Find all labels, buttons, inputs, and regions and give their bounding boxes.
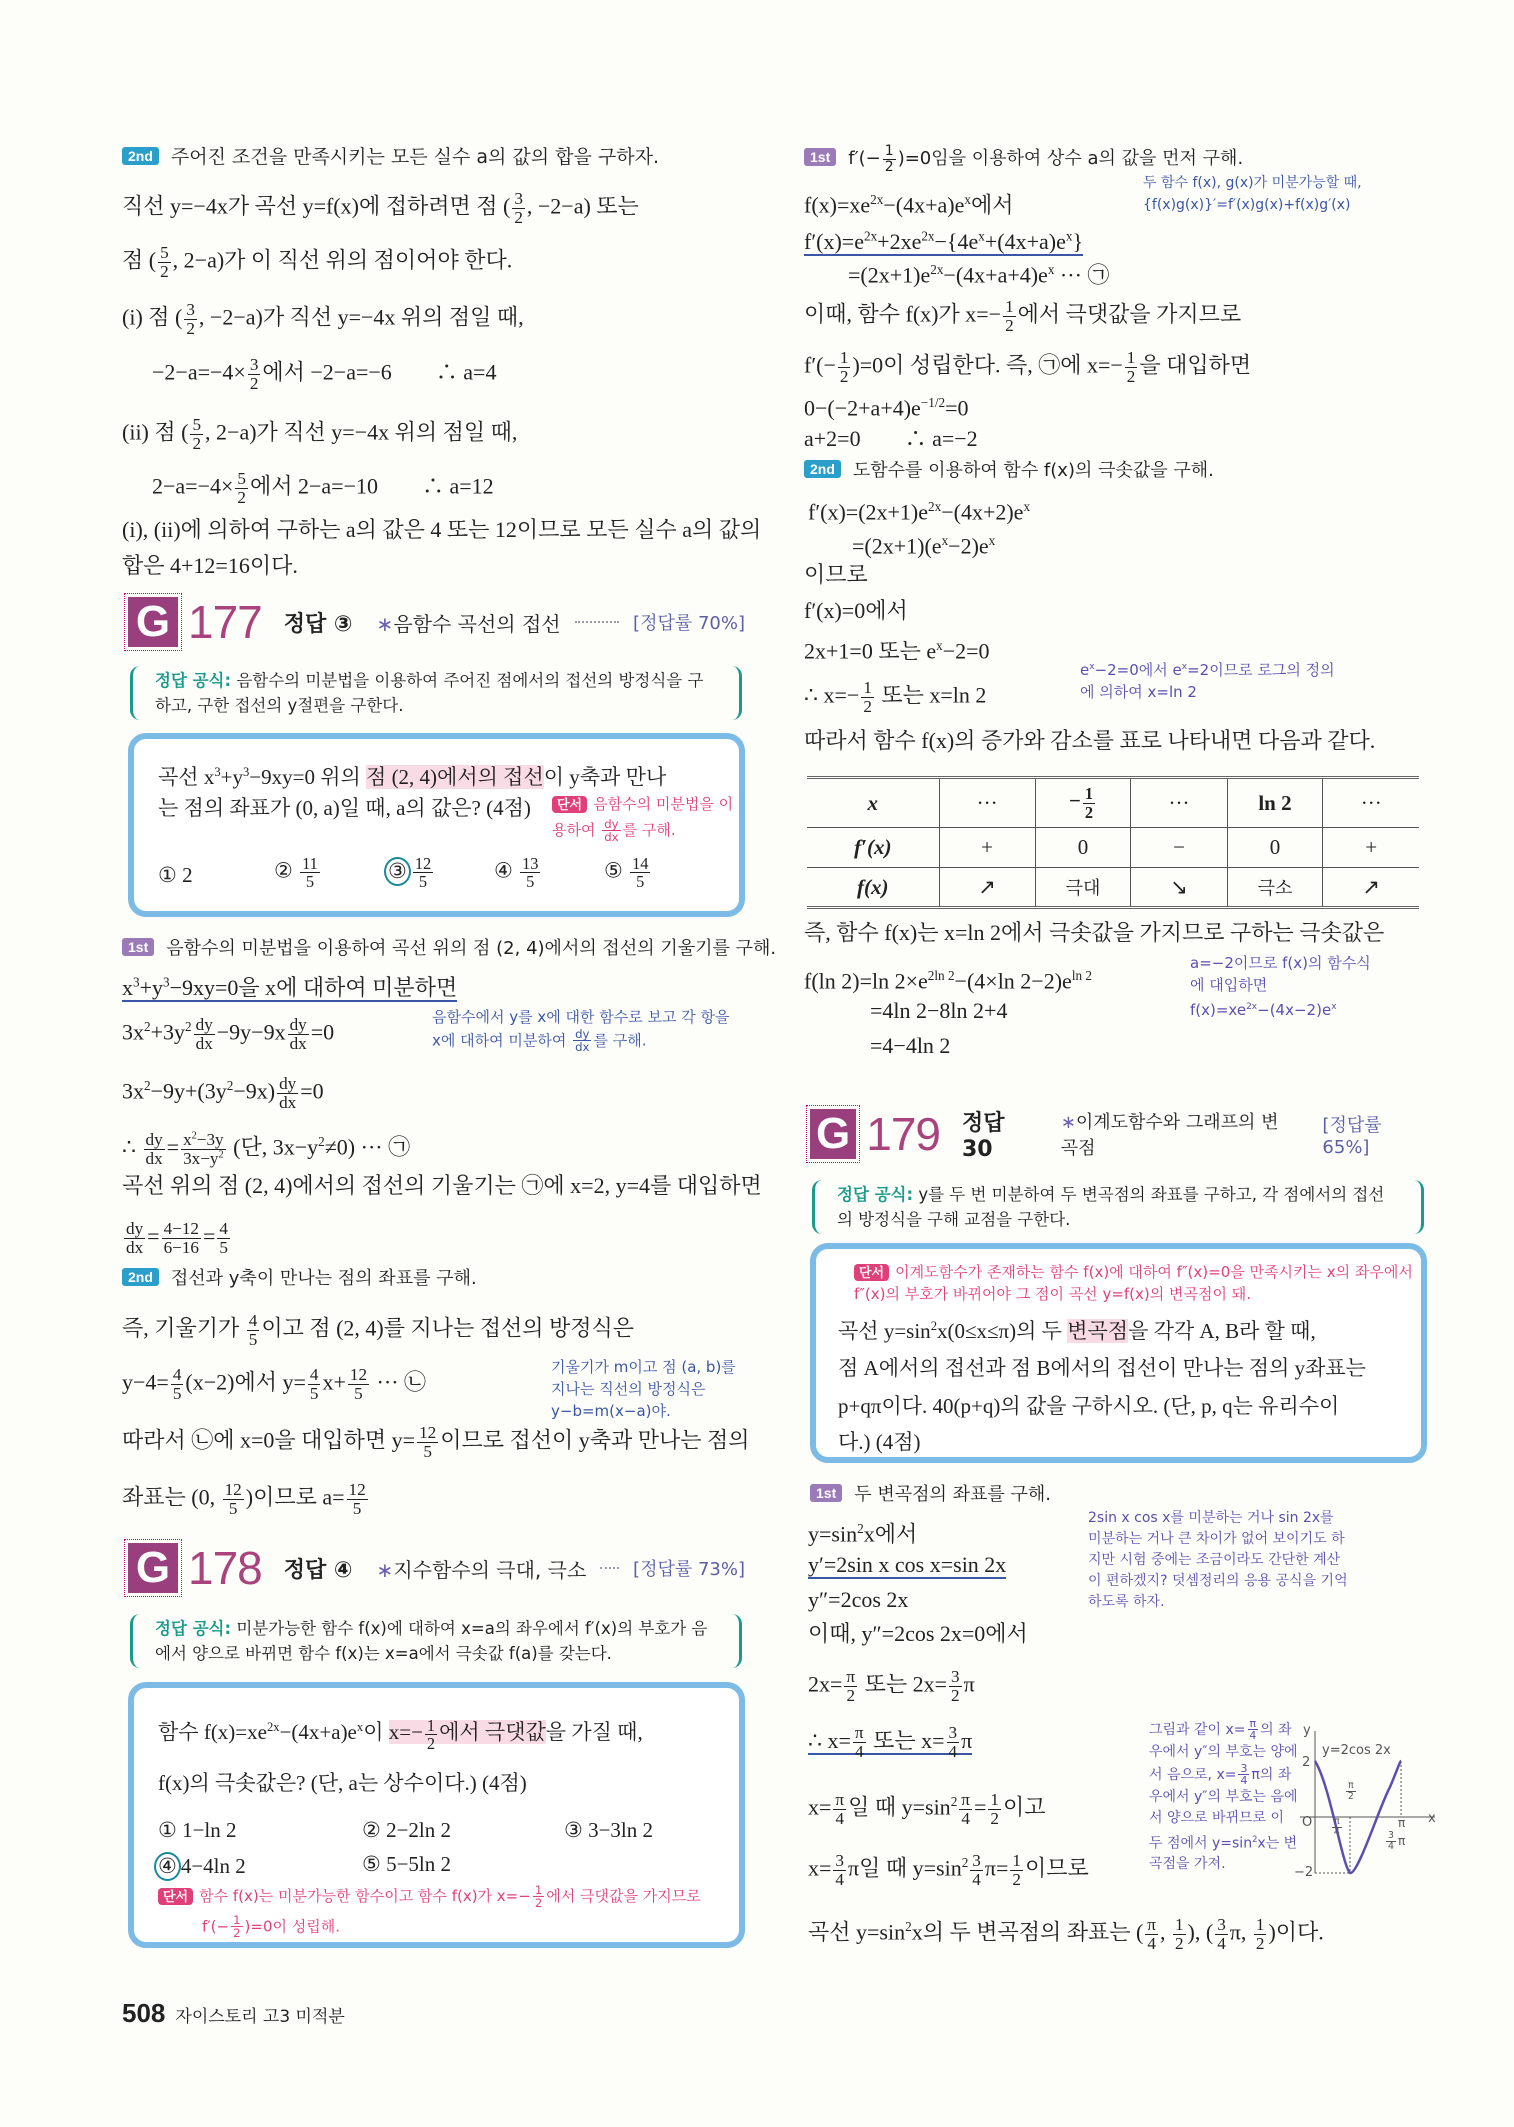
step-title: 두 변곡점의 좌표를 구해. — [854, 1484, 1052, 1505]
answer-formula — [812, 1180, 1424, 1234]
problem-line — [838, 1313, 1316, 1344]
hint-text: 음함수의 미분법을 이용하여 $\frac{dy}{dx}$ 를 구해. — [552, 795, 734, 844]
graph-label: O — [1302, 1815, 1313, 1830]
graph-label: y — [1303, 1723, 1311, 1738]
hint-line: f′(− $\frac{1}{2}$ )=0이 성립해. — [202, 1913, 341, 1941]
solution-line: 2x= $\frac{\pi}{2}$ 또는 2x= $\frac{3}{2}$ π — [808, 1667, 975, 1705]
solution-line: 직선 y=−4x가 곡선 y=f(x)에 접하려면 점 ( $\frac{3}{2}$ , −2−a) 또는 — [122, 189, 639, 227]
choice-5[interactable]: ⑤ 5−5ln 2 — [362, 1852, 452, 1876]
solution-line: y−4= $\frac{4}{5}$ (x−2)에서 y= $\frac{4}{5}$ x+ $\frac{12}{5}$ ··· ㉡ — [122, 1365, 427, 1403]
hint-badge: 단서 — [854, 1264, 889, 1281]
solution-line: $3x^2-9y+(3y^2-9x)$ $\frac{dy}{dx}$ =0 — [122, 1073, 324, 1112]
graph-label: −2 — [1294, 1865, 1314, 1880]
solution-line: f(ln 2)=ln $2\times e^{2ln 2}-(4\times\ln$ $2-2)e^{ln 2}$ — [804, 968, 1092, 994]
step-title: f′(− $\frac{1}{2}$ )=0임을 이용하여 상수 a의 값을 먼저 구해. — [848, 143, 1244, 175]
choice-3[interactable] — [384, 855, 435, 890]
solution-line: $3x^2+3y^2$ $\frac{dy}{dx}$ −9y−9x $\frac{dy}{dx}$ =0 — [122, 1014, 335, 1053]
choice-value: 4−4ln 2 — [180, 1854, 246, 1878]
formula-text: 미분가능한 함수 f(x)에 대하여 x=a의 좌우에서 f′(x)의 부호가 음에서 양으로 바뀌면 함수 f(x)는 x=a에서 극솟값 f(a)를 갖는다. — [155, 1619, 708, 1663]
problem-box — [810, 1243, 1427, 1463]
formula-label: 정답 공식: — [155, 1619, 232, 1638]
solution-line: =4−4ln 2 — [804, 1033, 951, 1058]
table-cell: 극소 — [1227, 868, 1323, 908]
choice-2[interactable]: ② 2−2ln 2 — [362, 1818, 452, 1842]
solution-line: f′(x)=0에서 — [804, 598, 908, 623]
formula-label: 정답 공식: — [155, 671, 232, 690]
table-cell: ↗ — [1323, 868, 1419, 908]
hint — [552, 791, 737, 843]
solution-line: y′=2sin x cos x=sin 2x — [808, 1552, 1007, 1577]
step-heading — [122, 936, 776, 962]
problem-line: 점 A에서의 접선과 점 B에서의 접선이 만나는 점의 y좌표는 — [838, 1356, 1366, 1380]
graph-label: $\frac{3}{4}$ π — [1388, 1830, 1406, 1852]
answer: 정답 ④ — [283, 1557, 353, 1583]
solution-line: $=(2x+1)e^{2x}-(4x+a+4)e^x$ ··· ㉠ — [804, 262, 1110, 288]
table-cell: 0 — [1035, 828, 1131, 868]
g-logo: G — [128, 1543, 178, 1593]
problem-line — [158, 759, 666, 790]
step-badge: 1st — [810, 1484, 842, 1502]
choice-1[interactable]: ① 1−ln 2 — [158, 1818, 237, 1842]
step-heading — [804, 458, 1214, 484]
table-row — [807, 868, 1419, 908]
choice-4[interactable] — [154, 1852, 246, 1881]
solution-line: 곡선 위의 점 (2, 4)에서의 접선의 기울기는 ㉠에 x=2, y=4를 대입하면 — [122, 1173, 762, 1198]
solution-line: 즉, 함수 f(x)는 x=ln 2에서 극솟값을 가지므로 구하는 극솟값은 — [804, 920, 1385, 945]
table-cell: f′(x) — [807, 828, 939, 868]
graph-label: π — [1398, 1816, 1406, 1830]
solution-line: x= $\frac{\pi}{4}$ 일 때 $y=\sin^2$ $\frac{\pi}{4}$ = $\frac{1}{2}$ 이고 — [808, 1789, 1046, 1828]
solution-line: ∴ x=− $\frac{1}{2}$ 또는 x=ln 2 — [804, 678, 987, 716]
table-cell: + — [939, 828, 1035, 868]
correct-rate: [정답률 70%] — [633, 613, 745, 634]
choice-value: $\frac{12}{5}$ — [414, 854, 432, 892]
table-cell: ··· — [1131, 778, 1227, 828]
choice-2[interactable]: ② $\frac{11}{5}$ — [274, 854, 318, 892]
correct-rate: [정답률 73%] — [633, 1559, 745, 1580]
problem-text: 을 가질 때, — [545, 1720, 643, 1744]
annotation-note: 그림과 같이 x= $\frac{\pi}{4}$ 의 좌우에서 y″의 부호는 양에서 음으로, x= $\frac{3}{4}$ π의 좌우에서 y″의 부호는 음에서 양으로 바뀌므로 이 두 점에서 $y=\sin^2x$는 변곡점을 가져. — [1149, 1717, 1298, 1873]
solution-line: −2−a=−4× $\frac{3}{2}$ 에서 −2−a=−6 ∴ a=4 — [152, 355, 497, 393]
step-title: 접선과 y축이 만나는 점의 좌표를 구해. — [170, 1268, 477, 1289]
annotation-note: $e^x-2=0$에서 $e^x=2$이므로 로그의 정의에 의하여 x=ln 2 — [1080, 661, 1335, 701]
problem-box — [128, 733, 745, 917]
selected-mark: ③ — [384, 857, 411, 886]
table-cell: − $\frac{1}{2}$ — [1035, 778, 1131, 828]
problem-header-178 — [128, 1542, 745, 1594]
leader-dots — [600, 1567, 619, 1569]
page-number: 508 — [122, 1998, 166, 2028]
highlight: 점 (2, 4)에서의 접선 — [366, 765, 544, 789]
solution-line: f′(− $\frac{1}{2}$ )=0이 성립한다. 즉, ㉠에 x=− $\frac{1}{2}$ 을 대입하면 — [804, 348, 1252, 386]
solution-line: $=(2x+1)(e^x-2)e^x$ — [808, 533, 996, 559]
hint-text: 함수 f(x)는 미분가능한 함수이고 함수 f(x)가 x=− $\frac{1}{2}$ 에서 극댓값을 가지므로 — [199, 1883, 701, 1911]
table-cell: x — [867, 790, 879, 815]
annotation-note: 음함수에서 y를 x에 대한 함수로 보고 각 항을 x에 대하여 미분하여 $\frac{dy}{dx}$ 를 구해. — [432, 1008, 730, 1055]
table-cell: ··· — [1323, 778, 1419, 828]
step-heading — [810, 1482, 1051, 1508]
book-title: 자이스토리 고3 미적분 — [175, 2007, 345, 2027]
step-title: 주어진 조건을 만족시키는 모든 실수 a의 값의 합을 구하자. — [170, 146, 660, 168]
problem-line: 는 점의 좌표가 (0, a)일 때, a의 값은? (4점) — [158, 796, 531, 820]
hint-badge: 단서 — [158, 1888, 193, 1905]
graph-label: x — [1428, 1811, 1436, 1826]
annotation-note: a=−2이므로 f(x)의 함수식에 대입하면 $f(x)=xe^{2x}-(4x-2)e^x$ — [1190, 954, 1371, 1019]
leader-dots — [575, 621, 619, 623]
solution-line: 따라서 함수 f(x)의 증가와 감소를 표로 나타내면 다음과 같다. — [804, 728, 1376, 753]
answer-formula — [130, 1614, 742, 1668]
problem-line — [158, 1714, 643, 1752]
formula-text: 음함수의 미분법을 이용하여 주어진 점에서의 접선의 방정식을 구하고, 구한 접선의 y절편을 구한다. — [155, 671, 704, 715]
solution-line: =4ln 2−8ln 2+4 — [804, 998, 1008, 1023]
solution-line: 합은 4+12=16이다. — [122, 553, 298, 578]
problem-text: 이 y축과 만나 — [543, 765, 667, 789]
hint-badge: 단서 — [552, 796, 587, 813]
problem-text: 을 각각 A, B라 할 때, — [1128, 1319, 1316, 1343]
step-heading — [122, 144, 659, 170]
step-badge: 1st — [804, 148, 836, 166]
step-title: 도함수를 이용하여 함수 f(x)의 극솟값을 구해. — [852, 460, 1214, 481]
graph-label: y=2cos 2x — [1322, 1743, 1391, 1758]
solution-line: 2−a=−4× $\frac{5}{2}$ 에서 2−a=−10 ∴ a=12 — [152, 469, 494, 507]
solution-line: $f'(x)=(2x+1)e^{2x}-(4x+2)e^x$ — [808, 499, 1031, 525]
choice-5[interactable]: ⑤ $\frac{14}{5}$ — [604, 854, 649, 892]
solution-line: $0-(-2+a+4)e^{-1/2}=0$ — [804, 395, 969, 421]
highlight: 변곡점 — [1067, 1319, 1129, 1343]
problem-number: 177 — [188, 596, 262, 648]
problem-header-179 — [810, 1108, 1426, 1160]
solution-line: $\frac{dy}{dx}$ = $\frac{4-12}{6-16}$ = $\frac{4}{5}$ — [126, 1219, 228, 1257]
table-cell: 극대 — [1035, 868, 1131, 908]
solution-line: x= $\frac{3}{4}$ π일 때 $y=\sin^2$ $\frac{3}{4}$ π= $\frac{1}{2}$ 이므로 — [808, 1850, 1089, 1889]
table-cell: f(x) — [807, 868, 939, 908]
variation-table — [807, 776, 1419, 909]
table-cell: ↗ — [939, 868, 1035, 908]
annotation-note: 두 함수 f(x), g(x)가 미분가능할 때, {f(x)g(x)}′=f′(x)g(x)+f(x)g′(x) — [1143, 175, 1362, 213]
table-cell: ln 2 — [1227, 778, 1323, 828]
solution-line: 2x+1=0 또는 $e^x-2=0$ — [804, 638, 990, 664]
solution-line: (i) 점 ( $\frac{3}{2}$ , −2−a)가 직선 y=−4x 위의 점일 때, — [122, 300, 524, 338]
solution-line: (i), (ii)에 의하여 구하는 a의 값은 4 또는 12이므로 모든 실수 a의 값의 — [122, 517, 762, 542]
solution-line: $x^3+y^3-9xy=0$을 x에 대하여 미분하면 — [122, 975, 458, 1001]
solution-line: $y=\sin^2x$에서 — [808, 1521, 918, 1547]
problem-number: 178 — [188, 1542, 262, 1594]
step-heading — [804, 144, 1243, 174]
step-badge: 1st — [122, 938, 154, 956]
table-cell: ··· — [939, 778, 1035, 828]
hint-text: 이계도함수가 존재하는 함수 f(x)에 대하여 f″(x)=0을 만족시키는 x의 좌우에서 f″(x)의 부호가 바뀌어야 그 점이 곡선 y=f(x)의 변곡점이 돼. — [854, 1263, 1413, 1303]
table-cell: ↘ — [1131, 868, 1227, 908]
solution-line: (ii) 점 ( $\frac{5}{2}$ , 2−a)가 직선 y=−4x 위의 점일 때, — [122, 415, 518, 453]
selected-mark: ④ — [154, 1852, 181, 1881]
table-row — [807, 778, 1419, 828]
g-logo: G — [128, 597, 178, 647]
topic: ∗음함수 곡선의 접선 — [376, 611, 561, 636]
solution-line: 따라서 ㉡에 x=0을 대입하면 y= $\frac{12}{5}$ 이므로 접선이 y축과 만나는 점의 — [122, 1423, 750, 1461]
topic: ∗이계도함수와 그래프의 변곡점 — [1060, 1112, 1279, 1159]
formula-text: y를 두 번 미분하여 두 변곡점의 좌표를 구하고, 각 점에서의 접선의 방정식을 구해 교점을 구한다. — [837, 1185, 1385, 1229]
graph-label: $\frac{\pi}{4}$ — [1333, 1816, 1340, 1838]
choice-1[interactable]: ① 2 — [158, 863, 193, 887]
choice-4[interactable]: ④ $\frac{13}{5}$ — [494, 854, 539, 892]
table-cell: + — [1323, 828, 1419, 868]
problem-line: p+qπ이다. 40(p+q)의 값을 구하시오. (단, p, q는 유리수이 — [838, 1394, 1340, 1418]
table-cell: − — [1131, 828, 1227, 868]
annotation-note: 기울기가 m이고 점 (a, b)를 지나는 직선의 방정식은 y−b=m(x−a)야. — [551, 1358, 736, 1420]
solution-line: $f'(x)=e^{2x}+2xe^{2x}-\{4e^x+(4x+a)e^x\}$ — [804, 229, 1083, 255]
hint — [854, 1261, 1414, 1305]
step-badge: 2nd — [804, 460, 841, 478]
choice-3[interactable]: ③ 3−3ln 2 — [564, 1818, 654, 1842]
solution-line: 이때, 함수 f(x)가 x=− $\frac{1}{2}$ 에서 극댓값을 가지므로 — [804, 297, 1242, 335]
formula-label: 정답 공식: — [837, 1185, 914, 1204]
problem-box — [128, 1682, 745, 1948]
solution-line: 이므로 — [804, 562, 868, 587]
step-heading — [122, 1266, 477, 1292]
highlight: x=− $\frac{1}{2}$ 에서 극댓값 — [388, 1715, 546, 1753]
solution-line: y″=2cos 2x — [808, 1587, 909, 1612]
solution-line: ∴ x= $\frac{\pi}{4}$ 또는 x= $\frac{3}{4}$ π — [808, 1723, 973, 1761]
solution-line: $f(x)=xe^{2x}-(4x+a)e^x$에서 — [804, 192, 1014, 218]
step-title: 음함수의 미분법을 이용하여 곡선 위의 점 (2, 4)에서의 접선의 기울기를 구해. — [166, 938, 777, 959]
problem-text: 곡선 $x^3+y^3-9xy=0$ 위의 — [158, 765, 367, 789]
hint — [158, 1884, 701, 1910]
table-cell: 0 — [1227, 828, 1323, 868]
problem-text: 함수 $f(x)=xe^{2x}-(4x+a)e^x$이 — [158, 1720, 389, 1744]
step-badge: 2nd — [122, 1268, 159, 1286]
solution-line: ∴ $\frac{dy}{dx}$ = $\frac{x^2-3y}{3x-y^2}$ (단, $3x-y^2\ne 0$) ··· ㉠ — [122, 1129, 411, 1168]
solution-line: 즉, 기울기가 $\frac{4}{5}$ 이고 점 (2, 4)를 지나는 접선의 방정식은 — [122, 1311, 635, 1349]
problem-line: f(x)의 극솟값은? (단, a는 상수이다.) (4점) — [158, 1771, 527, 1795]
correct-rate: [정답률 65%] — [1322, 1114, 1382, 1158]
solution-line: 곡선 $y=\sin^2x$의 두 변곡점의 좌표는 ( $\frac{\pi}{4}$ , $\frac{1}{2}$ ), ( $\frac{3}{4}$ π, $\frac{1}{2}$ )이다. — [808, 1914, 1324, 1953]
solution-line: a+2=0 ∴ a=−2 — [804, 426, 978, 451]
table-row — [807, 828, 1419, 868]
g-logo: G — [810, 1109, 856, 1159]
solution-line: 이때, y″=2cos 2x=0에서 — [808, 1621, 1028, 1646]
solution-line: 좌표는 (0, $\frac{12}{5}$ )이므로 a= $\frac{12}{5}$ — [122, 1480, 366, 1518]
solution-line: 점 ( $\frac{5}{2}$ , 2−a)가 이 직선 위의 점이어야 한다. — [122, 243, 513, 281]
answer: 정답 ③ — [283, 611, 353, 637]
answer: 정답 30 — [962, 1111, 1005, 1162]
problem-header-177 — [128, 596, 745, 648]
problem-number: 179 — [866, 1108, 940, 1160]
problem-line: 다.) (4점) — [838, 1430, 921, 1454]
annotation-note: 2sin x cos x를 미분하는 거나 sin 2x를 미분하는 거나 큰 차이가 없어 보이기도 하지만 시험 중에는 조금이라도 간단한 계산이 편하겠지? 덧셈정리의 응용 공식을 기억하도록 하자. — [1088, 1510, 1348, 1610]
graph-label: 2 — [1302, 1755, 1311, 1770]
topic: ∗지수함수의 극대, 극소 — [376, 1557, 587, 1582]
answer-formula — [130, 666, 742, 720]
graph-label: $\frac{\pi}{2}$ — [1347, 1780, 1354, 1802]
page-footer — [122, 1998, 345, 2029]
step-badge: 2nd — [122, 147, 159, 165]
problem-text: 곡선 $y=\sin^2x(0\le x\le\pi)$의 두 — [838, 1319, 1068, 1343]
